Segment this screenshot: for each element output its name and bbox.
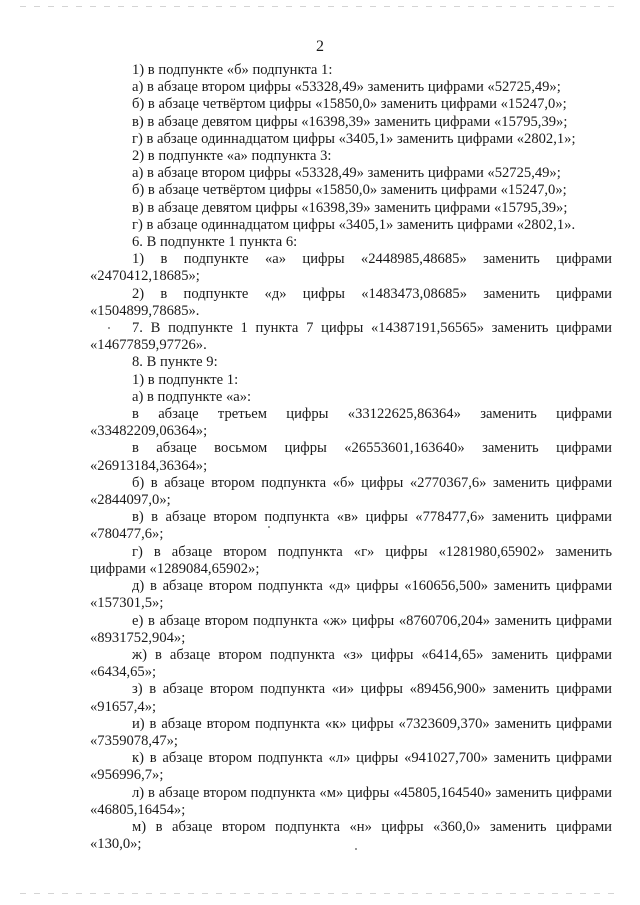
- page-number: 2: [316, 38, 324, 55]
- paragraph: г) в абзаце одиннадцатом цифры «3405,1» заменить цифрами «2802,1».: [132, 216, 576, 233]
- scan-edge-top: [20, 6, 620, 7]
- paragraph: в абзаце восьмом цифры «26553601,163640» заменить цифрами «26913184,36364»;: [90, 440, 612, 474]
- paragraph: г) в абзаце втором подпункта «г» цифры «1281980,65902» заменить цифрами «1289084,65902»;: [90, 543, 612, 577]
- paragraph: 1) в подпункте 1:: [132, 371, 239, 388]
- paragraph: б) в абзаце четвёртом цифры «15850,0» заменить цифрами «15247,0»;: [132, 96, 567, 113]
- paragraph: и) в абзаце втором подпункта «к» цифры «7323609,370» заменить цифрами «7359078,47»;: [90, 715, 612, 749]
- document-body: [90, 62, 612, 853]
- paragraph: 6. В подпункте 1 пункта 6:: [132, 234, 298, 251]
- paragraph: з) в абзаце втором подпункта «и» цифры «89456,900» заменить цифрами «91657,4»;: [90, 681, 612, 715]
- paragraph: е) в абзаце втором подпункта «ж» цифры «8760706,204» заменить цифрами «8931752,904»;: [90, 612, 612, 646]
- paragraph: к) в абзаце втором подпункта «л» цифры «941027,700» заменить цифрами «956996,7»;: [90, 750, 612, 784]
- paragraph: 2) в подпункте «д» цифры «1483473,08685» заменить цифрами «1504899,78685».: [90, 285, 612, 319]
- paragraph: в) в абзаце девятом цифры «16398,39» заменить цифрами «15795,39»;: [132, 199, 568, 216]
- scan-speck: [355, 848, 357, 850]
- paragraph: м) в абзаце втором подпункта «н» цифры «360,0» заменить цифрами «130,0»;: [90, 818, 612, 853]
- paragraph: 7. В подпункте 1 пункта 7 цифры «14387191,56565» заменить цифрами «14677859,97726».: [90, 320, 612, 354]
- scan-speck: [108, 327, 110, 329]
- paragraph: а) в абзаце втором цифры «53328,49» заменить цифрами «52725,49»;: [132, 79, 561, 96]
- paragraph: б) в абзаце втором подпункта «б» цифры «2770367,6» заменить цифрами «2844097,0»;: [90, 474, 612, 509]
- paragraph: 1) в подпункте «а» цифры «2448985,48685» заменить цифрами «2470412,18685»;: [90, 251, 612, 285]
- scan-edge-bottom: [20, 893, 620, 894]
- scan-speck: [268, 526, 270, 528]
- paragraph: а) в абзаце втором цифры «53328,49» заменить цифрами «52725,49»;: [132, 165, 561, 182]
- paragraph: а) в подпункте «а»:: [132, 388, 252, 405]
- paragraph: в) в абзаце девятом цифры «16398,39» заменить цифрами «15795,39»;: [132, 113, 568, 130]
- paragraph: б) в абзаце четвёртом цифры «15850,0» заменить цифрами «15247,0»;: [132, 182, 567, 199]
- paragraph: 2) в подпункте «а» подпункта 3:: [132, 148, 332, 165]
- paragraph: д) в абзаце втором подпункта «д» цифры «160656,500» заменить цифрами «157301,5»;: [90, 578, 612, 612]
- paragraph: г) в абзаце одиннадцатом цифры «3405,1» заменить цифрами «2802,1»;: [132, 130, 576, 147]
- paragraph: 8. В пункте 9:: [132, 354, 218, 371]
- paragraph: ж) в абзаце втором подпункта «з» цифры «6414,65» заменить цифрами «6434,65»;: [90, 646, 612, 681]
- paragraph: в) в абзаце втором подпункта «в» цифры «778477,6» заменить цифрами «780477,6»;: [90, 509, 612, 543]
- paragraph: л) в абзаце втором подпункта «м» цифры «45805,164540» заменить цифрами «46805,16454»;: [90, 784, 612, 818]
- paragraph: 1) в подпункте «б» подпункта 1:: [132, 62, 333, 78]
- paragraph: в абзаце третьем цифры «33122625,86364» заменить цифрами «33482209,06364»;: [90, 406, 612, 440]
